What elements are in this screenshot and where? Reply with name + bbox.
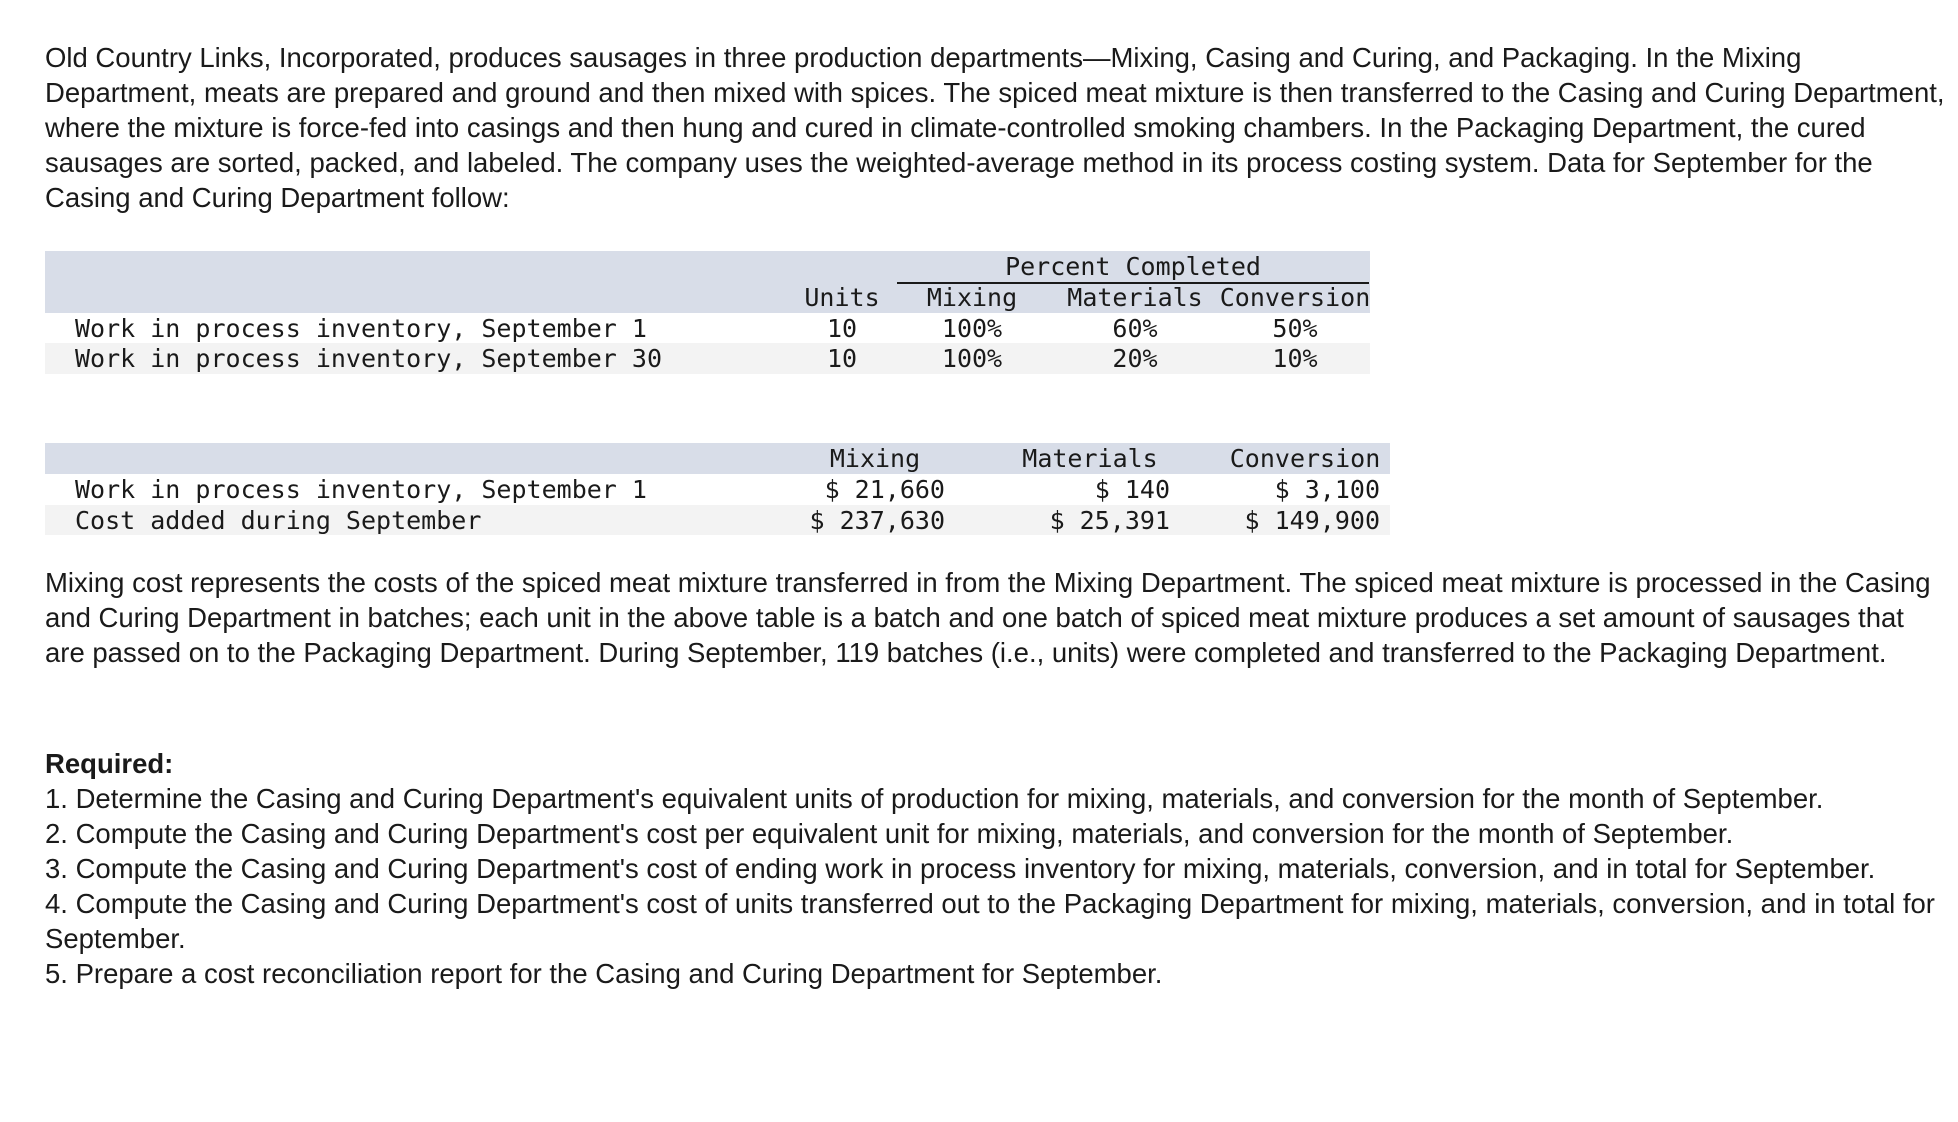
- mixing-header: Mixing: [829, 444, 921, 473]
- materials-header: Materials: [1067, 283, 1203, 312]
- required-item: 1. Determine the Casing and Curing Department's equivalent units of production for mixing, materials, and conversion for the month of September.: [45, 783, 1824, 814]
- intro-paragraph: Old Country Links, Incorporated, produces sausages in three production departments—Mixing, Casing and Curing, and Packaging. In the Mixing Department, meats are prepared and ground and then mixed with spices. The spiced meat mixture is then transferred to the Casing and Curing Department, where the mixture is force-fed into casings and then hung and cured in climate-controlled smoking chambers. In the Packaging Department, the cured sausages are sorted, packed, and labeled. The company uses the weighted-average method in its process costing system. Data for September for the Casing and Curing Department follow:: [45, 42, 1945, 213]
- table-row-label: Work in process inventory, September 1: [75, 314, 647, 343]
- required-item: 2. Compute the Casing and Curing Department's cost per equivalent unit for mixing, materials, and conversion for the month of September.: [45, 818, 1734, 849]
- table-cell-mixing: $ 21,660: [824, 475, 945, 504]
- table-cell-conversion: $ 149,900: [1244, 506, 1380, 535]
- percent-completed-header: Percent Completed: [1005, 252, 1261, 281]
- conversion-header: Conversion: [1219, 283, 1371, 312]
- materials-header: Materials: [1022, 444, 1158, 473]
- required-item: 4. Compute the Casing and Curing Department's cost of units transferred out to the Packaging Department for mixing, materials, conversion, and in total for September.: [45, 888, 1935, 954]
- required-item: 5. Prepare a cost reconciliation report for the Casing and Curing Department for September.: [45, 958, 1163, 989]
- required-item: 3. Compute the Casing and Curing Department's cost of ending work in process inventory for mixing, materials, conversion, and in total for September.: [45, 853, 1876, 884]
- table-cell-units: 10: [826, 314, 858, 343]
- table-cell-materials: 60%: [1112, 314, 1158, 343]
- table-cell-conversion: 50%: [1272, 314, 1318, 343]
- table-cell-materials: $ 140: [1094, 475, 1170, 504]
- mixing-cost-paragraph: Mixing cost represents the costs of the spiced meat mixture transferred in from the Mixing Department. The spiced meat mixture is processed in the Casing and Curing Department in batches; each unit in the above table is a batch and one batch of spiced meat mixture produces a set amount of sausages that are passed on to the Packaging Department. During September, 119 batches (i.e., units) were completed and transferred to the Packaging Department.: [45, 567, 1931, 668]
- problem-document: [45, 40, 1945, 989]
- table-row-label: Cost added during September: [75, 506, 482, 535]
- units-percent-table: [45, 251, 1370, 374]
- table-cell-conversion: 10%: [1272, 344, 1318, 373]
- table-cell-units: 10: [826, 344, 858, 373]
- table-cell-mixing: 100%: [941, 314, 1003, 343]
- cost-table: [45, 443, 1390, 535]
- required-heading: Required:: [45, 748, 174, 779]
- table-cell-materials: $ 25,391: [1049, 506, 1170, 535]
- table-cell-materials: 20%: [1112, 344, 1158, 373]
- units-header: Units: [804, 283, 880, 312]
- table-cell-mixing: 100%: [941, 344, 1003, 373]
- table-cell-conversion: $ 3,100: [1274, 475, 1380, 504]
- table-row-label: Work in process inventory, September 30: [75, 344, 662, 373]
- mixing-header: Mixing: [926, 283, 1018, 312]
- table-row-label: Work in process inventory, September 1: [75, 475, 647, 504]
- conversion-header: Conversion: [1229, 444, 1381, 473]
- required-section: [45, 746, 1945, 991]
- table-cell-mixing: $ 237,630: [809, 506, 945, 535]
